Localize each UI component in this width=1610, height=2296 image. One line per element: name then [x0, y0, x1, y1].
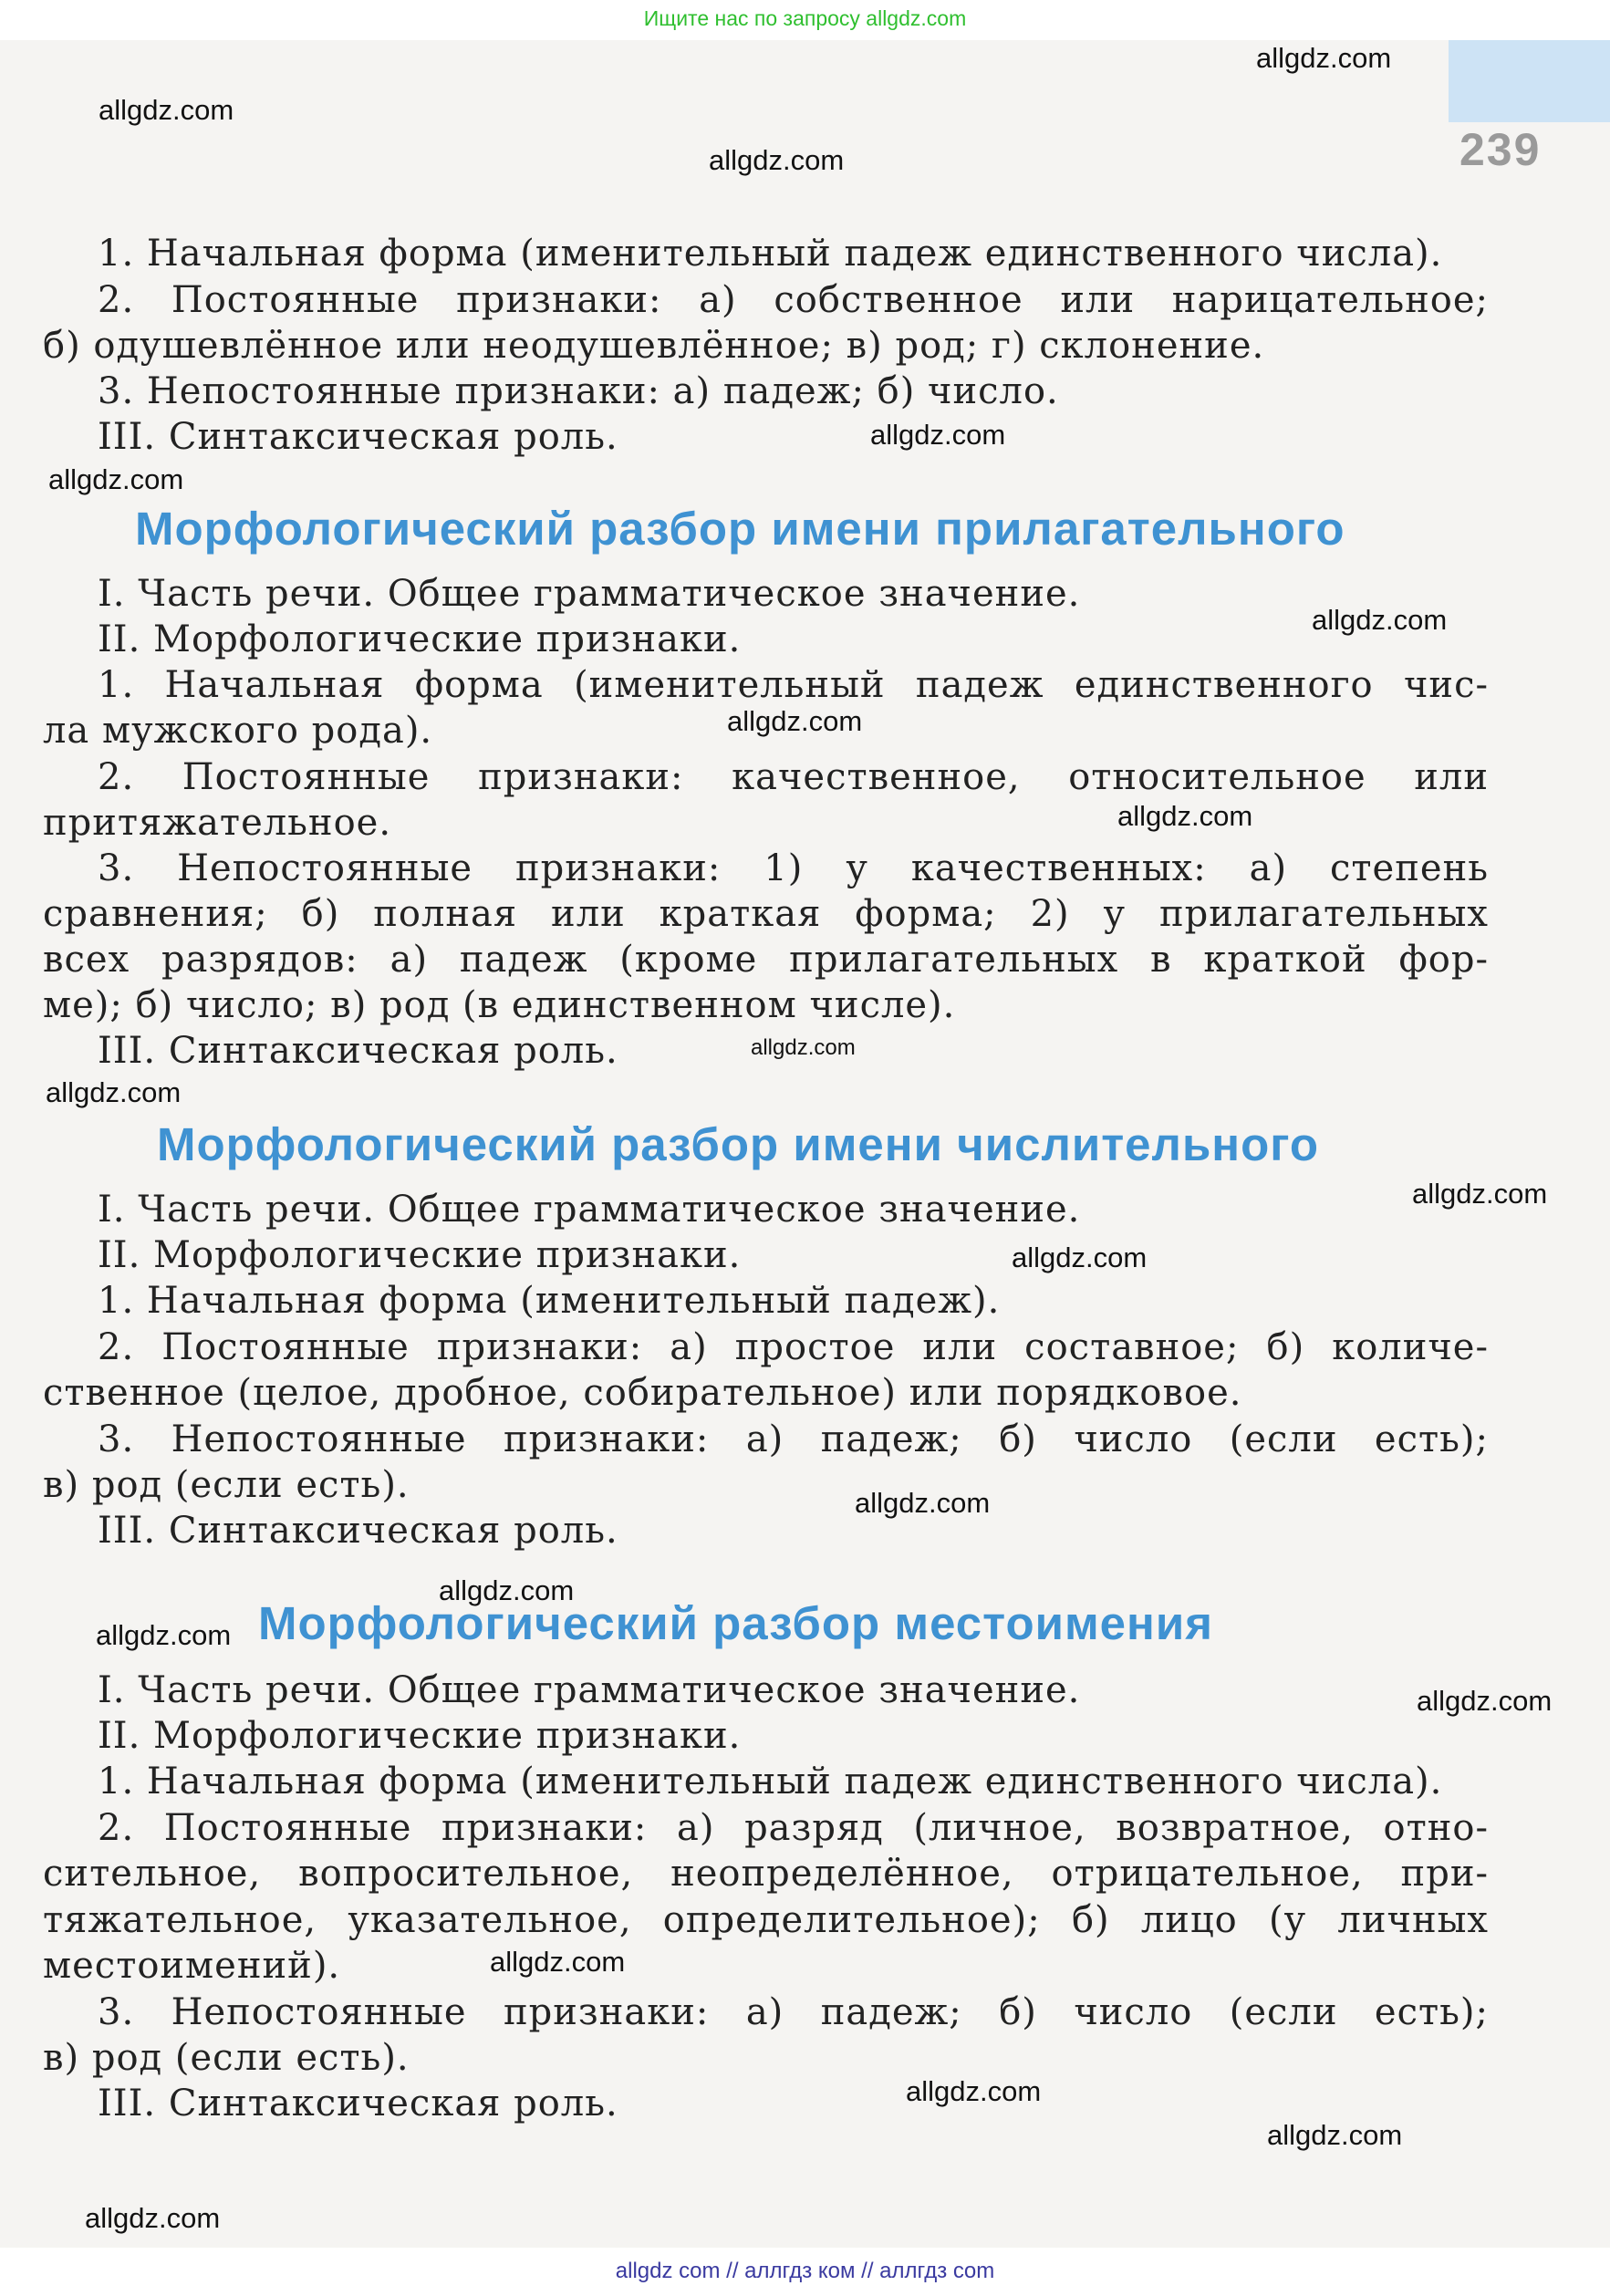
adjective-heading: Морфологический разбор имени прилагательного: [135, 503, 1345, 555]
numeral-line-1: I. Часть речи. Общее грамматическое значение.: [98, 1189, 1081, 1231]
pronoun-line-6: тяжательное, указательное, определительное); б) лицо (у личных: [43, 1899, 1489, 1941]
watermark: allgdz.com: [99, 94, 234, 126]
numeral-line-4: 2. Постоянные признаки: а) простое или составное; б) количе-: [98, 1326, 1489, 1368]
noun-line-4: 3. Непостоянные признаки: а) падеж; б) число.: [98, 370, 1059, 412]
adjective-line-1: I. Часть речи. Общее грамматическое значение.: [98, 573, 1081, 615]
watermark: allgdz.com: [46, 1076, 182, 1108]
adjective-line-3: 1. Начальная форма (именительный падеж единственного чис-: [98, 664, 1489, 706]
page-corner-tab: [1449, 40, 1610, 122]
watermark: allgdz.com: [490, 1946, 626, 1978]
watermark: allgdz.com: [1267, 2119, 1403, 2151]
numeral-line-2: II. Морфологические признаки.: [98, 1234, 742, 1276]
adjective-line-11: III. Синтаксическая роль.: [98, 1030, 618, 1072]
numeral-heading: Морфологический разбор имени числительного: [157, 1118, 1319, 1170]
pronoun-line-10: III. Синтаксическая роль.: [98, 2083, 618, 2125]
watermark: allgdz.com: [1412, 1178, 1548, 1210]
page-number: 239: [1459, 124, 1542, 175]
watermark: allgdz.com: [1312, 604, 1448, 636]
top-search-banner: Ищите нас по запросу allgdz.com: [643, 6, 967, 30]
watermark: allgdz.com: [439, 1574, 575, 1606]
adjective-line-5: 2. Постоянные признаки: качественное, относительное или: [98, 756, 1489, 798]
noun-line-1: 1. Начальная форма (именительный падеж единственного числа).: [98, 233, 1443, 275]
noun-line-2: 2. Постоянные признаки: а) собственное или нарицательное;: [98, 279, 1489, 321]
watermark: allgdz.com: [48, 463, 184, 495]
adjective-line-4: ла мужского рода).: [43, 710, 433, 752]
pronoun-line-5: сительное, вопросительное, неопределённое, отрицательное, при-: [43, 1853, 1489, 1895]
adjective-line-8: сравнения; б) полная или краткая форма; 2) у прилагательных: [43, 893, 1489, 935]
watermark: allgdz.com: [1417, 1685, 1553, 1717]
pronoun-line-4: 2. Постоянные признаки: а) разряд (личное, возвратное, отно-: [98, 1807, 1489, 1849]
adjective-line-9: всех разрядов: а) падеж (кроме прилагательных в краткой фор-: [43, 939, 1489, 981]
pronoun-heading: Морфологический разбор местоимения: [258, 1597, 1213, 1649]
pronoun-line-2: II. Морфологические признаки.: [98, 1715, 742, 1757]
watermark: allgdz.com: [855, 1487, 991, 1519]
pronoun-line-9: в) род (если есть).: [43, 2037, 410, 2079]
watermark: allgdz.com: [1256, 42, 1392, 74]
adjective-line-2: II. Морфологические признаки.: [98, 618, 742, 660]
adjective-line-7: 3. Непостоянные признаки: 1) у качественных: а) степень: [98, 847, 1489, 889]
bottom-banner: allgdz com // аллгдз ком // аллгдз com: [615, 2259, 995, 2283]
watermark: allgdz.com: [709, 144, 845, 176]
watermark: allgdz.com: [751, 1035, 856, 1060]
adjective-line-10: ме); б) число; в) род (в единственном числе).: [43, 984, 956, 1026]
watermark: allgdz.com: [1012, 1242, 1148, 1273]
watermark: allgdz.com: [85, 2202, 221, 2234]
noun-line-5: III. Синтаксическая роль.: [98, 416, 618, 458]
numeral-line-6: 3. Непостоянные признаки: а) падеж; б) число (если есть);: [98, 1418, 1489, 1460]
pronoun-line-1: I. Часть речи. Общее грамматическое значение.: [98, 1669, 1081, 1711]
watermark: allgdz.com: [906, 2075, 1042, 2107]
noun-line-3: б) одушевлённое или неодушевлённое; в) род; г) склонение.: [43, 325, 1265, 367]
watermark: allgdz.com: [1117, 800, 1253, 832]
pronoun-line-7: местоимений).: [43, 1945, 341, 1987]
adjective-line-6: притяжательное.: [43, 802, 392, 844]
watermark: allgdz.com: [870, 419, 1006, 451]
numeral-line-8: III. Синтаксическая роль.: [98, 1510, 618, 1552]
numeral-line-7: в) род (если есть).: [43, 1464, 410, 1506]
pronoun-line-3: 1. Начальная форма (именительный падеж единственного числа).: [98, 1761, 1443, 1803]
pronoun-line-8: 3. Непостоянные признаки: а) падеж; б) число (если есть);: [98, 1991, 1489, 2033]
watermark: allgdz.com: [96, 1619, 232, 1651]
numeral-line-3: 1. Начальная форма (именительный падеж).: [98, 1280, 1001, 1322]
numeral-line-5: ственное (целое, дробное, собирательное) или порядковое.: [43, 1372, 1242, 1414]
watermark: allgdz.com: [727, 705, 863, 737]
